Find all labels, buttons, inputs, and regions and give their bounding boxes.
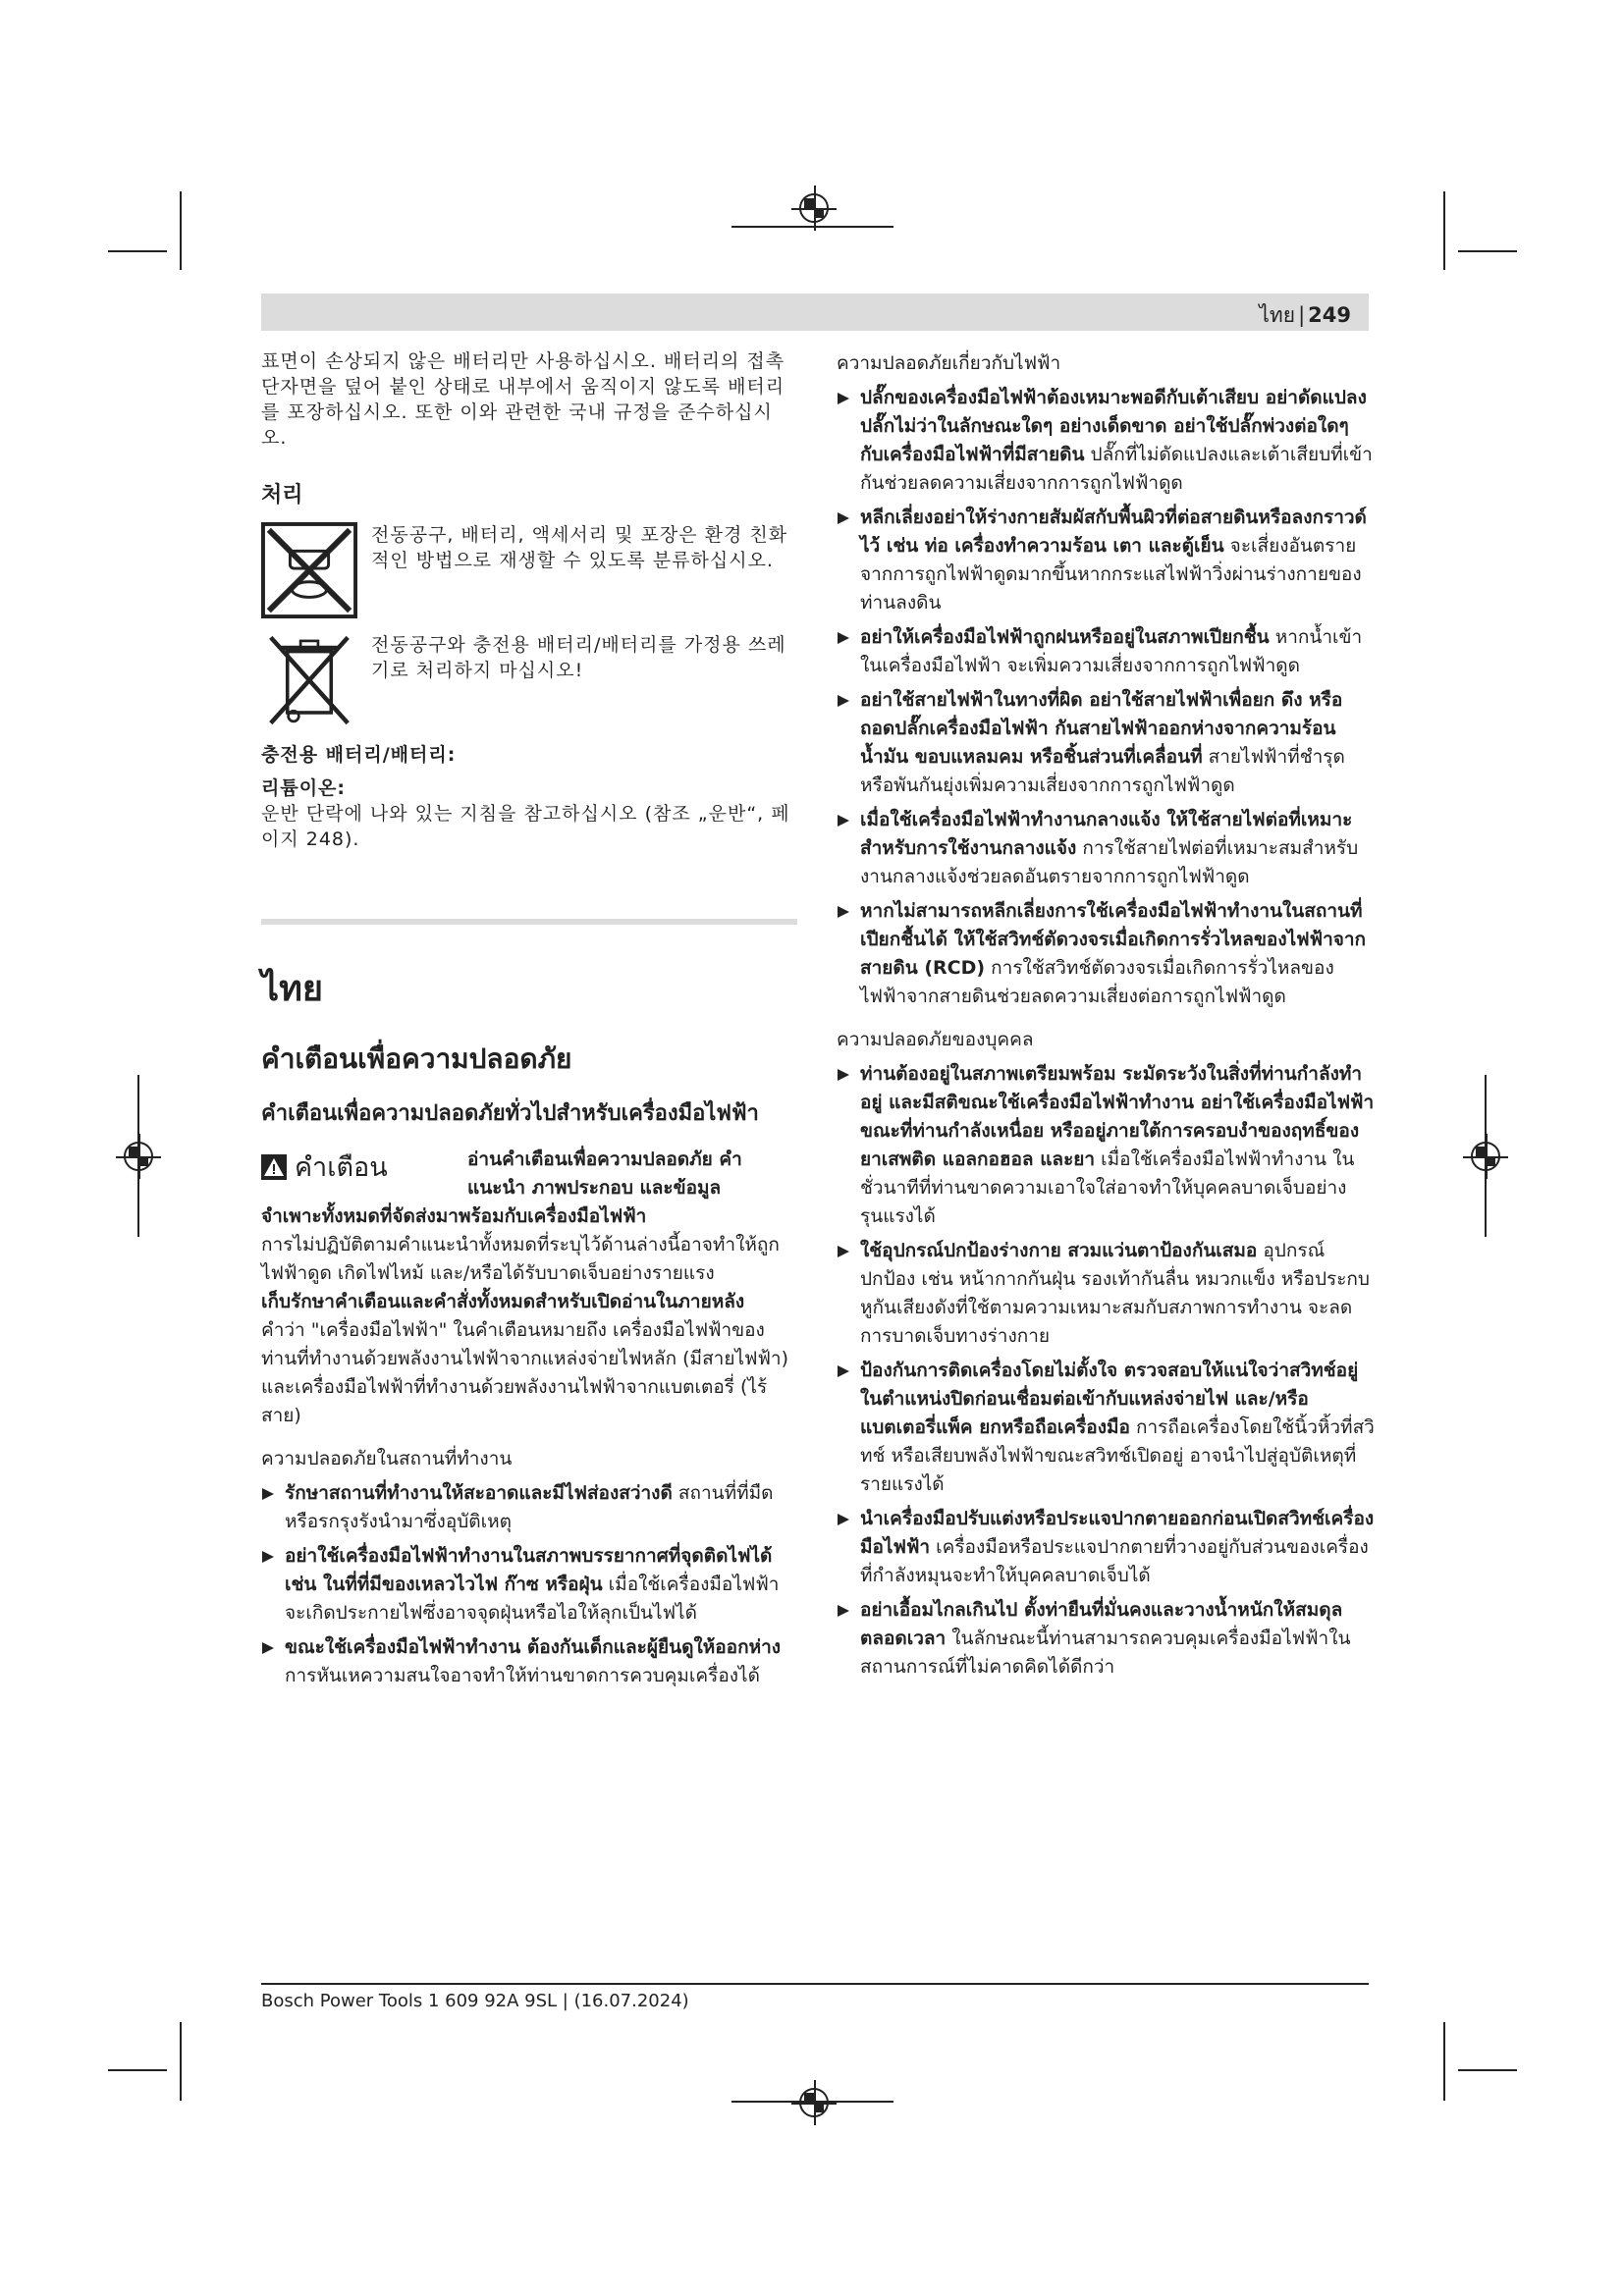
bullet-body: อุปกรณ์ปกป้อง เช่น หน้ากากกันฝุ่น รองเท้ากันลื่น หมวกแข็ง หรือประกบหูกันเสียงดังที่ใช้ตามความเหมาะสมกับสภาพการทำงาน จะลดการบาดเจ็บทางร่างกาย xyxy=(860,1240,1370,1347)
warning-bold-1: อ่านคำเตือนเพื่อความปลอดภัย คำแนะนำ ภาพประกอบ และข้อมูล xyxy=(467,1148,742,1199)
bullet-item xyxy=(837,806,1375,891)
left-column xyxy=(261,348,797,1696)
registration-mark-top xyxy=(799,193,829,223)
bullet-text xyxy=(860,504,1375,617)
crop-mark xyxy=(1443,191,1445,270)
crop-mark xyxy=(108,2069,167,2071)
bullet-body: เมื่อใช้เครื่องมือไฟฟ้าจะเกิดประกายไฟซึ่งอาจจุดฝุ่นหรือไอให้ลุกเป็นไฟได้ xyxy=(285,1574,780,1624)
bullet-body: การถือเครื่องโดยใช้นิ้วหิ้วที่สวิทช์ หรือเสียบพลังไฟฟ้าขณะสวิทช์เปิดอยู่ อาจนำไปสู่อุบัติเหตุที่รายแรงได้ xyxy=(860,1416,1375,1495)
bullet-arrow-icon xyxy=(837,1068,850,1082)
bullet-item xyxy=(837,1060,1375,1231)
bullet-arrow-icon xyxy=(837,1245,850,1258)
personal-heading: ความปลอดภัยของบุคคล xyxy=(837,1029,1034,1050)
bullet-item xyxy=(261,1542,797,1628)
personal-list xyxy=(837,1060,1375,1682)
bullet-item xyxy=(837,384,1375,498)
bullet-item xyxy=(837,1237,1375,1351)
bullet-bold: ปลั๊กของเครื่องมือไฟฟ้าต้องเหมาะพอดีกับเต้าเสียบ อย่าดัดแปลงปลั๊กไม่ว่าในลักษณะใดๆ อย่างเด็ดขาด อย่าใช้ปลั๊กพ่วงต่อใดๆ กับเครื่องมือไฟฟ้าที่มีสายดิน xyxy=(860,387,1367,465)
bullet-bold: อย่าเอื้อมไกลเกินไป ตั้งท่ายืนที่มั่นคงและวางน้ำหนักให้สมดุลตลอดเวลา xyxy=(860,1599,1343,1649)
language-title: ไทย xyxy=(261,969,323,1009)
page-header xyxy=(261,294,1369,331)
liion-text: 운반 단락에 나와 있는 지침을 참고하십시오 (참조 „운반“, 페이지 248). xyxy=(261,803,790,850)
bullet-text xyxy=(860,623,1375,680)
bullet-arrow-icon xyxy=(837,694,850,708)
bullet-bold: อย่าใช้เครื่องมือไฟฟ้าทำงานในสภาพบรรยากาศที่จุดติดไฟได้ เช่น ในที่ที่มีของเหลวไวไฟ ก๊าซ หรือฝุ่น xyxy=(285,1545,773,1595)
bullet-item xyxy=(261,1633,797,1690)
footer-rule xyxy=(261,1983,1369,1985)
crop-mark xyxy=(1458,2069,1517,2071)
bullet-text xyxy=(860,384,1375,498)
bullet-bold: นำเครื่องมือปรับแต่งหรือประแจปากตายออกก่อนเปิดสวิทช์เครื่องมือไฟฟ้า xyxy=(860,1508,1375,1558)
battery-heading: 충전용 배터리/배터리: xyxy=(261,744,457,766)
bullet-item xyxy=(837,686,1375,800)
bullet-text xyxy=(860,806,1375,891)
disposal-item xyxy=(261,632,797,728)
recycling-sort-icon xyxy=(261,522,357,618)
warning-icon xyxy=(261,1154,287,1180)
bullet-text xyxy=(285,1479,797,1536)
electrical-heading: ความปลอดภัยเกี่ยวกับไฟฟ้า xyxy=(837,352,1061,374)
bullet-arrow-icon xyxy=(837,631,850,645)
keep-instructions: เก็บรักษาคำเตือนและคำสั่งทั้งหมดสำหรับเปิดอ่านในภายหลัง xyxy=(261,1291,745,1312)
bullet-body: การใช้สายไฟต่อที่เหมาะสมสำหรับงานกลางแจ้งช่วยลดอันตรายจากการถูกไฟฟ้าดูด xyxy=(860,837,1359,887)
bullet-arrow-icon xyxy=(261,1487,275,1501)
footer-text: Bosch Power Tools 1 609 92A 9SL | (16.07.2024) xyxy=(261,1991,689,2011)
crop-mark xyxy=(137,1075,139,1237)
bullet-body: สถานที่ที่มืดหรือรกรุงรังนำมาซึ่งอุบัติเหตุ xyxy=(285,1482,774,1532)
bullet-body: เมื่อใช้เครื่องมือไฟฟ้าทำงาน ในชั่วนาทีที่ท่านขาดความเอาใจใส่อาจทำให้บุคคลบาดเจ็บอย่างรุนแรงได้ xyxy=(860,1148,1355,1227)
section-divider xyxy=(261,919,797,925)
registration-mark-bottom xyxy=(799,2088,829,2117)
bullet-bold: หลีกเลี่ยงอย่าให้ร่างกายสัมผัสกับพื้นผิวที่ต่อสายดินหรือลงกราวด์ไว้ เช่น ท่อ เครื่องทำความร้อน เตา และตู้เย็น xyxy=(860,507,1367,557)
bullet-body: การหันเหความสนใจอาจทำให้ท่านขาดการควบคุมเครื่องได้ xyxy=(285,1665,760,1686)
bullet-body: ปลั๊กที่ไม่ดัดแปลงและเต้าเสียบที่เข้ากันช่วยลดความเสี่ยงจากการถูกไฟฟ้าดูด xyxy=(860,444,1373,494)
bullet-text xyxy=(285,1542,797,1628)
bullet-arrow-icon xyxy=(837,392,850,405)
crop-mark xyxy=(180,191,182,270)
bullet-body: เครื่องมือหรือประแจปากตายที่วางอยู่กับส่วนของเครื่องที่กำลังหมุนจะทำให้บุคคลบาดเจ็บได้ xyxy=(860,1536,1369,1586)
disposal-text-2: 전동공구와 충전용 배터리/배터리를 가정용 쓰레기로 처리하지 마십시오! xyxy=(371,634,786,681)
bullet-body: ในลักษณะนี้ท่านสามารถควบคุมเครื่องมือไฟฟ้าในสถานการณ์ที่ไม่คาดคิดได้ดีกว่า xyxy=(860,1628,1351,1678)
warning-bold-2: จำเพาะทั้งหมดที่จัดส่งมาพร้อมกับเครื่องมือไฟฟ้า xyxy=(261,1205,647,1227)
crossed-bin-icon xyxy=(261,632,357,728)
bullet-body: การใช้สวิทช์ตัดวงจรเมื่อเกิดการรั่วไหลของไฟฟ้าจากสายดินช่วยลดความเสี่ยงต่อการถูกไฟฟ้าดูด xyxy=(860,957,1334,1007)
bullet-item xyxy=(837,504,1375,617)
page-number: ไทย | 249 xyxy=(1259,303,1351,327)
disposal-text-1: 전동공구, 배터리, 액세서리 및 포장은 환경 친화적인 방법으로 재생할 수 있도록 분류하십시오. xyxy=(371,524,788,571)
bullet-bold: ป้องกันการติดเครื่องโดยไม่ตั้งใจ ตรวจสอบให้แน่ใจว่าสวิทช์อยู่ในตำแหน่งปิดก่อนเชื่อมต่อเข้ากับแหล่งจ่ายไฟ และ/หรือแบตเตอรี่แพ็ค ยกหรือถือเครื่องมือ xyxy=(860,1360,1359,1438)
bullet-arrow-icon xyxy=(837,1364,850,1378)
korean-intro: 표면이 손상되지 않은 배터리만 사용하십시오. 배터리의 접촉 단자면을 덮어 붙인 상태로 내부에서 움직이지 않도록 배터리를 포장하십시오. 또한 이와 관련한 국내 규정을 준수하십시오. xyxy=(261,350,785,449)
bullet-bold: อย่าใช้สายไฟฟ้าในทางที่ผิด อย่าใช้สายไฟฟ้าเพื่อยก ดึง หรือถอดปลั๊กเครื่องมือไฟฟ้า กันสายไฟฟ้าออกห่างจากความร้อน น้ำมัน ขอบแหลมคม หรือชิ้นส่วนที่เคลื่อนที่ xyxy=(860,689,1343,768)
bullet-arrow-icon xyxy=(261,1641,275,1655)
disposal-item xyxy=(261,522,797,618)
bullet-body: สายไฟฟ้าที่ชำรุดหรือพันกันยุ่งเพิ่มความเสี่ยงจากการถูกไฟฟ้าดูด xyxy=(860,746,1345,796)
safety-title: คำเตือนเพื่อความปลอดภัย xyxy=(261,1042,572,1075)
bullet-item xyxy=(837,623,1375,680)
crop-mark xyxy=(1458,250,1517,252)
bullet-bold: เมื่อใช้เครื่องมือไฟฟ้าทำงานกลางแจ้ง ให้ใช้สายไฟต่อที่เหมาะสำหรับการใช้งานกลางแจ้ง xyxy=(860,809,1353,859)
bullet-item xyxy=(837,1357,1375,1499)
general-warnings-title: คำเตือนเพื่อความปลอดภัยทั่วไปสำหรับเครื่องมือไฟฟ้า xyxy=(261,1101,759,1126)
bullet-bold: ใช้อุปกรณ์ปกป้องร่างกาย สวมแว่นตาป้องกันเสมอ xyxy=(860,1240,1258,1261)
crop-mark xyxy=(108,250,167,252)
warning-block xyxy=(261,1146,797,1202)
bullet-arrow-icon xyxy=(837,1513,850,1526)
bullet-text xyxy=(860,1357,1375,1499)
bullet-text xyxy=(860,1596,1375,1682)
crop-mark xyxy=(180,2022,182,2101)
bullet-body: จะเสี่ยงอันตรายจากการถูกไฟฟ้าดูดมากขึ้นหากกระแสไฟฟ้าวิ่งผ่านร่างกายของท่านลงดิน xyxy=(860,535,1362,614)
bullet-bold: หากไม่สามารถหลีกเลี่ยงการใช้เครื่องมือไฟฟ้าทำงานในสถานที่เปียกชื้นได้ ให้ใช้สวิทช์ตัดวงจรเมื่อเกิดการรั่วไหลของไฟฟ้าจากสายดิน (RCD) xyxy=(860,900,1367,979)
electrical-list xyxy=(837,384,1375,1011)
bullet-bold: ขณะใช้เครื่องมือไฟฟ้าทำงาน ต้องกันเด็กและผู้ยืนดูให้ออกห่าง xyxy=(285,1636,782,1658)
bullet-text xyxy=(860,1060,1375,1231)
bullet-bold: อย่าให้เครื่องมือไฟฟ้าถูกฝนหรืออยู่ในสภาพเปียกชื้น xyxy=(860,626,1270,648)
liion-heading: 리튬이온: xyxy=(261,777,347,799)
right-column xyxy=(837,348,1375,1687)
bullet-bold: ท่านต้องอยู่ในสภาพเตรียมพร้อม ระมัดระวังในสิ่งที่ท่านกำลังทำอยู่ และมีสติขณะใช้เครื่องมือไฟฟ้าทำงาน อย่าใช้เครื่องมือไฟฟ้าขณะที่ท่านกำลังเหนื่อย หรืออยู่ภายใต้การครอบงำของฤทธิ์ของยาเสพติด แอลกอฮอล และยา xyxy=(860,1063,1375,1170)
bullet-arrow-icon xyxy=(261,1550,275,1564)
warning-label: คำเตือน xyxy=(261,1146,467,1188)
bullet-arrow-icon xyxy=(837,905,850,919)
disposal-heading: 처리 xyxy=(261,483,303,507)
bullet-arrow-icon xyxy=(837,1604,850,1618)
work-area-list xyxy=(261,1479,797,1690)
bullet-item xyxy=(261,1479,797,1536)
bullet-body: หากน้ำเข้าในเครื่องมือไฟฟ้า จะเพิ่มความเสี่ยงจากการถูกไฟฟ้าดูด xyxy=(860,626,1363,676)
bullet-bold: รักษาสถานที่ทำงานให้สะอาดและมีไฟส่องสว่างดี xyxy=(285,1482,673,1504)
work-area-heading: ความปลอดภัยในสถานที่ทำงาน xyxy=(261,1448,513,1469)
bullet-item xyxy=(837,897,1375,1011)
bullet-text xyxy=(285,1633,797,1690)
bullet-text xyxy=(860,1505,1375,1590)
bullet-text xyxy=(860,686,1375,800)
bullet-text xyxy=(860,897,1375,1011)
bullet-item xyxy=(837,1505,1375,1590)
bullet-arrow-icon xyxy=(837,814,850,828)
bullet-text xyxy=(860,1237,1375,1351)
power-tool-definition: คำว่า "เครื่องมือไฟฟ้า" ในคำเตือนหมายถึง เครื่องมือไฟฟ้าของท่านที่ทำงานด้วยพลังงานไฟฟ้าจากแหล่งจ่ายไฟหลัก (มีสายไฟฟ้า) และเครื่องมือไฟฟ้าที่ทำงานด้วยพลังงานไฟฟ้าจากแบตเตอรี่ (ไร้สาย) xyxy=(261,1319,789,1426)
warning-text: การไม่ปฏิบัติตามคำแนะนำทั้งหมดที่ระบุไว้ด้านล่างนี้อาจทำให้ถูกไฟฟ้าดูด เกิดไฟไหม้ และ/หรือได้รับบาดเจ็บอย่างรายแรง xyxy=(261,1234,780,1284)
crop-mark xyxy=(1485,1075,1487,1237)
crop-mark xyxy=(731,226,893,228)
crop-mark xyxy=(1443,2022,1445,2101)
bullet-arrow-icon xyxy=(837,511,850,525)
bullet-item xyxy=(837,1596,1375,1682)
